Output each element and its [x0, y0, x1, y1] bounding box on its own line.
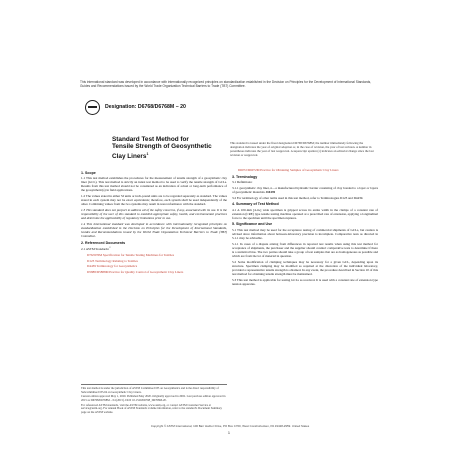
paragraph-2-1 [81, 246, 227, 251]
astm-logo-icon [85, 100, 100, 115]
title-note: This standard is issued under the fixed designation D6768/D6768M; the number immediately following the designation indicates the year of original adoption or, in the case of revision, the year of last revision. A number in parentheses indicates the year of last reapproval. A superscript epsilon (ε) indicates an editorial change since the last revision or reapproval. [230, 141, 374, 157]
reference-link-d123[interactable]: D123 Terminology Relating to Textiles [87, 258, 138, 263]
top-note: This international standard was developed in accordance with internationally recognized principles on standardization established in the Decision on Principles for the Development of International Standards, Guides and Recommendations issued by the World Trade Organization Technical Barriers to Trade (TBT) Committee. [80, 80, 372, 88]
reference-link-d6072[interactable]: D6072/D6072M Practice for Obtaining Samples of Geosynthetic Clay Liners [238, 168, 339, 172]
paragraph-3-1-1 [232, 186, 378, 194]
footnote-1: This test method is under the jurisdiction of ASTM Committee D35 on Geosynthetics and is the direct responsibility of Subcommittee D35.04 on Geosynthetic Clay Liners. [81, 386, 219, 394]
paragraph-1-2: 1.2 The values stated in either SI units or inch-pound units are to be regarded separately as standard. The values stated in each system may not be exact equivalents; therefore, each system shall be used independently of the other. Combining values from the two systems may result in nonconformance with the standard. [81, 193, 227, 207]
page-number: 1 [228, 431, 230, 435]
title-line-1: Standard Test Method for [112, 136, 189, 143]
designation: Designation: D6768/D6768M − 20 [105, 104, 186, 110]
paragraph-3-1-1-text: 3.1.1 geosynthetic clay liner, n—a manufactured hydraulic barrier consisting of clay bonded to a layer or layers of geosynthetic materials. [232, 185, 378, 194]
footnote-marker-2: 2 [109, 246, 111, 250]
paragraph-5-1: 5.1 This test method may be used for the acceptance testing of commercial shipments of GCLs, but caution is advised since information about between-laboratory precision is incomplete. Comparative tests as directed in 5.1.1 may be advisable. [232, 227, 378, 241]
paragraph-2-1-text: 2.1 ASTM Standards: [81, 247, 110, 252]
paragraph-4-1: 4.1 A 100-mm [4-in.] wide specimen is gripped across its entire width in the clamps of a constant rate of extension (CRE) type tensile testing machine operated at a prescribed rate of extension, applying a longitudinal force to the specimen until the specimen ruptures. [232, 207, 378, 220]
footnote-2: For referenced ASTM standards, visit the ASTM website, www.astm.org, or contact ASTM Customer Service at service@astm.org. For Annual Book of ASTM Standards volume information, refer to the standard's Document Summary page on the ASTM website. [81, 402, 222, 414]
paragraph-3-1: 3.1 Definitions: [232, 180, 253, 185]
section-referenced-documents-heading: 2. Referenced Documents [81, 240, 126, 245]
title-text: Tensile Strength of Geosynthetic Clay Liners [112, 143, 212, 160]
section-terminology-heading: 3. Terminology [232, 174, 258, 179]
title-footnote-marker: 1 [146, 151, 149, 156]
paragraph-5-2: 5.2 Some modification of clamping techniques may be necessary for a given GCL, depending upon its structure. Specimen clamping may be modified as required at the discretion of the individual laboratory, provided a representative tensile strength is obtained. In any event, the procedure described in Section 10 of this test method for obtaining tensile strength must be maintained. [232, 259, 378, 277]
left-column [81, 168, 227, 276]
right-column [232, 168, 378, 287]
footnotes [81, 384, 227, 415]
section-summary-heading: 4. Summary of Test Method [232, 202, 279, 207]
reference-link-d5888[interactable]: D5888/D5888M Practice for Quality Control of Geosynthetic Clay Liners [87, 269, 184, 274]
paragraph-1-3: 1.3 This standard does not purport to address all of the safety concerns, if any, associated with its use. It is the responsibility of the user of this standard to establish appropriate safety, health, and environmental practices and determine the applicability of regulatory limitations prior to use. [81, 207, 227, 221]
copyright-line: Copyright © ASTM International, 100 Barr Harbor Drive, PO Box C700, West Conshohocken, PA 19428-2959. United States [150, 424, 310, 428]
paragraph-1-4: 1.4 This international standard was developed in accordance with internationally recognized principles on standardization established in the Decision on Principles for the Development of International Standards, Guides and Recommendations issued by the World Trade Organization Technical Barriers to Trade (TBT) Committee. [81, 221, 227, 238]
paragraph-5-3: 5.3 This test method is applicable for testing GCLs as received. It is used with a constant rate of extension type tension apparatus. [232, 277, 378, 286]
title-line-2 [112, 143, 222, 160]
paragraph-1-1: 1.1 This test method establishes the procedures for the measurement of tensile strength of a geosynthetic clay liner (GCL). This test method is strictly an index test method to be used to verify the tensile strength of GCLs. Results from this test method should not be considered as an indication of actual or long-term performance of the geosynthetic(s) in field applications. [81, 175, 227, 193]
section-scope-heading: 1. Scope [81, 170, 96, 175]
footnote-1b: Current edition approved May 1, 2020. Published May 2020. Originally approved in 2002. Last previous edition approved in 2015 as D6768/D6768M – 04 (2015). DOI: 10.1520/D6768_D6768M-20. [81, 394, 226, 402]
section-significance-heading: 5. Significance and Use [232, 222, 273, 227]
reference-link-d76[interactable]: D76/D76M Specification for Tensile Testing Machines for Textiles [87, 252, 174, 257]
reference-link-d4439[interactable]: D4439 Terminology for Geosynthetics [87, 264, 138, 269]
title-block [112, 136, 222, 160]
definition-source-ref: D4439 [266, 189, 276, 194]
paragraph-3-2: 3.2 For terminology of other terms used in this test method, refer to Terminologies D123 and D4439. [232, 195, 364, 200]
paragraph-5-1-1: 5.1.1 In cases of a dispute arising from differences in reported test results when using this test method for acceptance of shipments, the purchaser and the supplier should conduct comparative tests to determine if there is a statistical bias. The two parties should take a group of test samples that are as homogeneous as possible and which are from the lot of material in question. [232, 241, 378, 259]
